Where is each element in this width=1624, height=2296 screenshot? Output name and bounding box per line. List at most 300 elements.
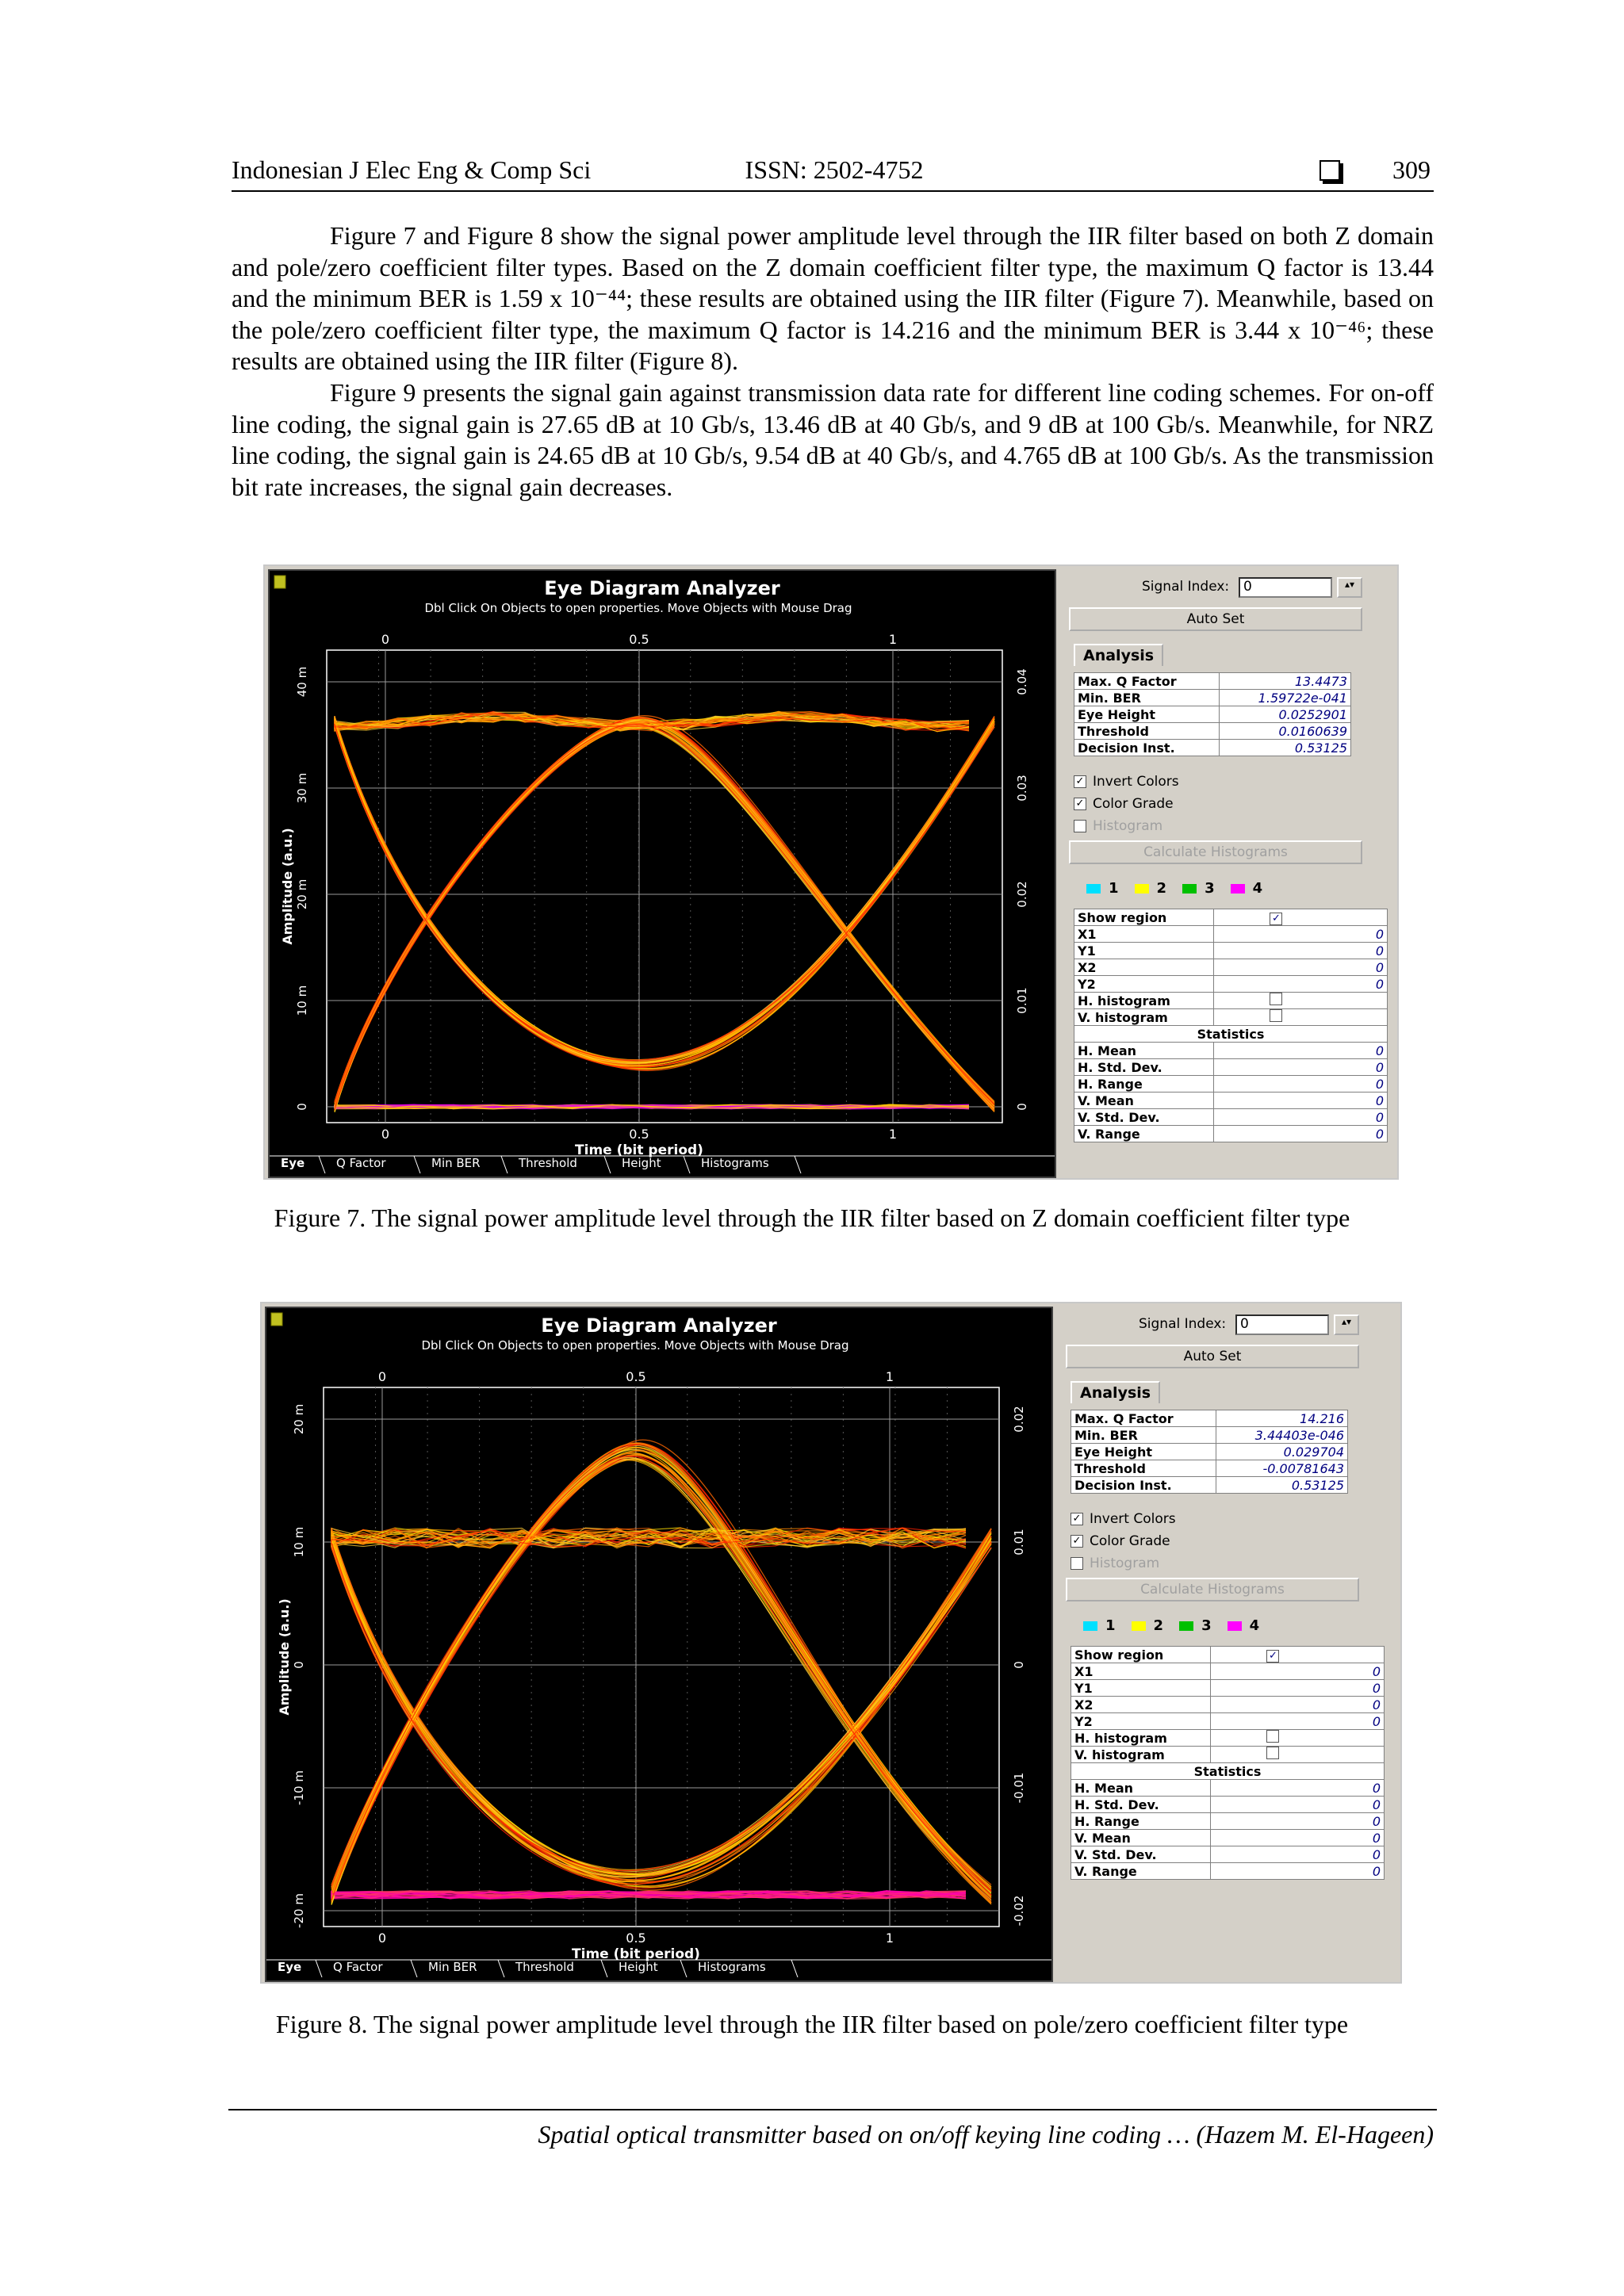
statistics-row [1074, 1059, 1388, 1076]
region-value: 0 [1214, 943, 1388, 959]
eye-trace-rise-fall [335, 720, 994, 1111]
analysis-table [1071, 1410, 1348, 1494]
statistics-value: 0 [1211, 1863, 1385, 1880]
eye-trace-rise-fall [335, 718, 994, 1112]
region-color-swatch [1086, 884, 1101, 894]
analysis-side-panel [1059, 1303, 1385, 1982]
x-tick-top-label: 0 [377, 1369, 387, 1384]
statistics-value: 0 [1211, 1846, 1385, 1863]
analysis-key: Max. Q Factor [1071, 1410, 1216, 1427]
paragraph-1: Figure 7 and Figure 8 show the signal power amplitude level through the IIR filter based on both Z domain and pole/zero coefficient filter types. Based on the Z domain coefficient filter type, the maximum Q factor is 13.44 and the minimum BER is 1.59 x 10⁻⁴⁴; these results are obtained using the IIR filter (Figure 7). Meanwhile, based on the pole/zero coefficient filter type, the maximum Q factor is 14.216 and the minimum BER is 3.44 x 10⁻⁴⁶; these results are obtained using the IIR filter (Figure 8). [232, 221, 1434, 376]
tab-separator [684, 1156, 690, 1173]
analysis-side-panel [1063, 566, 1388, 1178]
eye-trace-rise-fall [335, 721, 994, 1107]
statistics-value: 0 [1214, 1093, 1388, 1109]
eye-trace-fall-rise [335, 721, 994, 1064]
region-row [1071, 1663, 1385, 1680]
eye-trace-fall-rise [331, 1532, 991, 1887]
region-color-swatch [1135, 884, 1149, 894]
x-tick-bottom-label: 0 [377, 1931, 387, 1946]
region-key: Y2 [1071, 1713, 1211, 1730]
app-icon [271, 1313, 282, 1326]
eye-trace-rise-fall [335, 725, 994, 1107]
tab-separator [680, 1960, 687, 1977]
y-tick-right-label: -0.02 [1012, 1895, 1026, 1927]
bottom-tab-histograms[interactable]: Histograms [698, 1960, 766, 1974]
statistics-row [1074, 1126, 1388, 1142]
region-tabs [1086, 880, 1278, 897]
region-key: V. histogram [1071, 1747, 1211, 1763]
eye-trace-rise-fall [335, 721, 994, 1110]
statistics-value: 0 [1214, 1076, 1388, 1093]
eye-trace-fall-rise [335, 718, 994, 1062]
color-grade-checkbox[interactable]: ✓ Color Grade [1074, 796, 1174, 812]
histogram-toggle-checkbox[interactable] [1214, 1009, 1388, 1026]
statistics-value: 0 [1211, 1797, 1385, 1813]
analysis-value: 13.4473 [1219, 673, 1350, 690]
eye-trace-fall-rise [331, 1534, 991, 1887]
eye-trace-fall-rise [335, 716, 994, 1070]
analysis-value: 1.59722e-041 [1219, 690, 1350, 706]
x-tick-bottom-label: 1 [888, 1127, 898, 1142]
histogram-checkbox[interactable]: Histogram [1071, 1556, 1159, 1571]
statistics-value: 0 [1214, 1109, 1388, 1126]
eye-trace-fall-rise [335, 717, 994, 1062]
statistics-value: 0 [1211, 1780, 1385, 1797]
eye-trace-fall-rise [331, 1529, 991, 1875]
statistics-row [1071, 1780, 1385, 1797]
eye-trace-rise-fall [331, 1445, 991, 1901]
region-row [1074, 926, 1388, 943]
running-footer [228, 2109, 1437, 2149]
eye-trace-fall-rise [331, 1543, 991, 1871]
eye-trace-fall-rise [331, 1544, 991, 1877]
y-tick-right-label: 0.02 [1012, 1406, 1026, 1433]
statistics-key: V. Range [1071, 1863, 1211, 1880]
statistics-value: 0 [1214, 1059, 1388, 1076]
bottom-tab-eye[interactable]: Eye [281, 1156, 305, 1170]
calculate-histograms-button[interactable]: Calculate Histograms [1069, 840, 1362, 864]
eye-diagram-subtitle: Dbl Click On Objects to open properties. Move Objects with Mouse Drag [421, 1338, 849, 1353]
region-row [1074, 959, 1388, 976]
analysis-key: Threshold [1074, 723, 1220, 740]
y-axis-label: Amplitude (a.u.) [280, 828, 295, 945]
analysis-row [1074, 706, 1351, 723]
eye-trace-fall-rise [331, 1528, 991, 1890]
y-tick-right-label: 0.01 [1015, 987, 1029, 1014]
y-tick-right-label: 0.02 [1015, 881, 1029, 908]
eye-trace-fall-rise [335, 718, 994, 1061]
region-value: 0 [1214, 926, 1388, 943]
statistics-key: H. Mean [1074, 1043, 1214, 1059]
analysis-value: 0.53125 [1219, 740, 1350, 756]
eye-diagram-panel[interactable] [268, 569, 1056, 1178]
region-color-swatch [1083, 1621, 1097, 1631]
region-key: V. histogram [1074, 1009, 1214, 1026]
eye-diagram-panel[interactable] [265, 1307, 1053, 1982]
tab-separator [501, 1156, 508, 1173]
eye-trace-fall-rise [331, 1531, 991, 1874]
bottom-tab-histograms[interactable]: Histograms [701, 1156, 769, 1170]
eye-trace-fall-rise [331, 1530, 991, 1881]
statistics-value: 0 [1211, 1830, 1385, 1846]
auto-set-button[interactable]: Auto Set [1066, 1345, 1359, 1368]
eye-trace-fall-rise [335, 718, 994, 1067]
region-tab-4[interactable]: 4 [1231, 880, 1271, 897]
region-tab-1[interactable]: 1 [1083, 1617, 1124, 1634]
analysis-key: Max. Q Factor [1074, 673, 1220, 690]
eye-trace-fall-rise [335, 718, 994, 1070]
region-table [1071, 1646, 1385, 1880]
eye-diagram-title: Eye Diagram Analyzer [541, 1314, 777, 1337]
eye-trace-fall-rise [335, 721, 994, 1060]
eye-trace-rise-fall [335, 724, 994, 1112]
eye-trace-fall-rise [335, 716, 994, 1065]
analysis-value: 0.029704 [1216, 1444, 1347, 1460]
statistics-key: H. Range [1074, 1076, 1214, 1093]
statistics-row [1074, 1076, 1388, 1093]
analysis-row [1074, 673, 1351, 690]
region-row [1071, 1713, 1385, 1730]
issn: ISSN: 2502-4752 [745, 155, 924, 184]
eye-trace-rise-fall [335, 726, 994, 1111]
x-tick-top-label: 0.5 [626, 1369, 646, 1384]
eye-trace-rise-fall [335, 726, 994, 1108]
analysis-row [1074, 723, 1351, 740]
analysis-key: Min. BER [1074, 690, 1220, 706]
eye-trace-rise-fall [335, 723, 994, 1112]
statistics-key: H. Mean [1071, 1780, 1211, 1797]
eye-trace-rise-fall [331, 1449, 991, 1892]
region-value: 0 [1214, 959, 1388, 976]
region-value: 0 [1214, 976, 1388, 993]
body-text [232, 220, 1434, 503]
histogram-checkbox[interactable]: Histogram [1074, 818, 1162, 834]
eye-diagram-plot [266, 1308, 1051, 1980]
region-tab-2[interactable]: 2 [1132, 1617, 1172, 1634]
analysis-key: Decision Inst. [1074, 740, 1220, 756]
eye-trace-fall-rise [335, 719, 994, 1062]
eye-trace-fall-rise [335, 719, 994, 1065]
statistics-value: 0 [1211, 1813, 1385, 1830]
region-key: X2 [1074, 959, 1214, 976]
paragraph-2: Figure 9 presents the signal gain against transmission data rate for different line coding schemes. For on-off line coding, the signal gain is 27.65 dB at 10 Gb/s, 13.46 dB at 40 Gb/s, and 9 dB at 100 Gb/s. Meanwhile, for NRZ line coding, the signal gain is 24.65 dB at 10 Gb/s, 9.54 dB at 40 Gb/s, and 4.765 dB at 100 Gb/s. As the transmission bit rate increases, the signal gain decreases. [232, 377, 1434, 501]
square-bullet-icon [1320, 160, 1340, 181]
bottom-tab-height[interactable]: Height [622, 1156, 661, 1170]
statistics-label: Statistics [1071, 1763, 1385, 1780]
signal-index-label: Signal Index: [1142, 579, 1230, 595]
tab-separator [601, 1960, 607, 1977]
eye-trace-fall-rise [335, 724, 994, 1067]
y-tick-left-label: -10 m [292, 1770, 306, 1805]
region-tab-4[interactable]: 4 [1228, 1617, 1268, 1634]
statistics-header-row [1074, 1026, 1388, 1043]
region-row [1074, 1009, 1388, 1026]
region-row [1074, 976, 1388, 993]
eye-trace-rise-fall [331, 1445, 991, 1903]
tab-separator [604, 1156, 611, 1173]
eye-trace-fall-rise [331, 1538, 991, 1870]
region-row [1071, 1730, 1385, 1747]
y-axis-label: Amplitude (a.u.) [277, 1598, 292, 1716]
region-color-swatch [1228, 1621, 1242, 1631]
y-tick-right-label: 0.04 [1015, 668, 1029, 695]
eye-trace-rise-fall [335, 720, 994, 1108]
y-tick-right-label: 0 [1015, 1103, 1029, 1111]
show-region-checkbox[interactable]: ✓ [1211, 1647, 1385, 1663]
eye-trace-rise-fall [335, 722, 994, 1108]
bottom-tab-q-factor[interactable]: Q Factor [333, 1960, 383, 1974]
statistics-key: V. Std. Dev. [1074, 1109, 1214, 1126]
auto-set-button[interactable]: Auto Set [1069, 607, 1362, 631]
eye-trace-rise-fall [331, 1451, 991, 1895]
histogram-toggle-checkbox[interactable] [1211, 1747, 1385, 1763]
analysis-row [1074, 690, 1351, 706]
statistics-label: Statistics [1074, 1026, 1388, 1043]
histogram-toggle-checkbox[interactable] [1211, 1730, 1385, 1747]
statistics-header-row [1071, 1763, 1385, 1780]
eye-diagram-title: Eye Diagram Analyzer [544, 577, 780, 599]
x-tick-top-label: 0.5 [629, 632, 649, 647]
region-key: Y1 [1071, 1680, 1211, 1697]
analysis-table [1074, 672, 1351, 756]
region-key: Show region [1074, 909, 1214, 926]
eye-trace-fall-rise [331, 1542, 991, 1885]
analysis-row [1071, 1427, 1348, 1444]
region-row [1071, 1697, 1385, 1713]
statistics-key: V. Mean [1071, 1830, 1211, 1846]
eye-trace-fall-rise [335, 717, 994, 1066]
y-tick-left-label: 20 m [292, 1403, 306, 1435]
region-tab-2[interactable]: 2 [1135, 880, 1175, 897]
statistics-row [1074, 1093, 1388, 1109]
eye-trace-fall-rise [335, 718, 994, 1066]
signal-index-label: Signal Index: [1139, 1316, 1227, 1332]
analysis-value: 14.216 [1216, 1410, 1347, 1427]
eye-trace-rise-fall [331, 1444, 991, 1904]
y-tick-right-label: -0.01 [1012, 1772, 1026, 1804]
eye-trace-fall-rise [331, 1532, 991, 1872]
eye-trace-fall-rise [335, 724, 994, 1060]
region-table [1074, 909, 1388, 1142]
eye-trace-rise-fall [335, 725, 994, 1103]
eye-trace-rise-fall [331, 1444, 991, 1898]
region-tab-3[interactable]: 3 [1179, 1617, 1220, 1634]
statistics-row [1074, 1043, 1388, 1059]
region-value: 0 [1211, 1680, 1385, 1697]
region-tabs [1083, 1617, 1275, 1634]
y-tick-left-label: 30 m [295, 772, 309, 804]
color-grade-checkbox[interactable]: ✓ Color Grade [1071, 1533, 1170, 1549]
tab-separator [414, 1156, 420, 1173]
y-tick-left-label: -20 m [292, 1893, 306, 1928]
eye-trace-rise-fall [331, 1459, 991, 1888]
region-tab-1[interactable]: 1 [1086, 880, 1127, 897]
figure-7-caption: Figure 7. The signal power amplitude level through the IIR filter based on Z domain coefficient filter type [274, 1203, 1350, 1232]
analysis-row [1071, 1444, 1348, 1460]
eye-trace-fall-rise [335, 718, 994, 1064]
analysis-key: Eye Height [1074, 706, 1220, 723]
eye-trace-fall-rise [331, 1543, 991, 1884]
statistics-key: V. Range [1074, 1126, 1214, 1142]
histogram-toggle-checkbox[interactable] [1214, 993, 1388, 1009]
eye-trace-fall-rise [335, 718, 994, 1062]
x-tick-bottom-label: 0.5 [626, 1931, 646, 1946]
region-color-swatch [1231, 884, 1245, 894]
statistics-row [1071, 1846, 1385, 1863]
eye-trace-fall-rise [331, 1532, 991, 1877]
eye-trace-fall-rise [335, 724, 994, 1068]
tab-separator [411, 1960, 417, 1977]
statistics-row [1071, 1797, 1385, 1813]
eye-trace-rise-fall [331, 1445, 991, 1891]
region-value: 0 [1211, 1697, 1385, 1713]
signal-index-input[interactable]: 0 [1235, 1314, 1329, 1335]
analysis-key: Eye Height [1071, 1444, 1216, 1460]
statistics-row [1074, 1109, 1388, 1126]
eye-trace-rise-fall [331, 1448, 991, 1896]
region-key: Show region [1071, 1647, 1211, 1663]
region-key: X2 [1071, 1697, 1211, 1713]
invert-colors-checkbox[interactable]: ✓ Invert Colors [1074, 774, 1179, 790]
region-row [1071, 1747, 1385, 1763]
statistics-key: H. Std. Dev. [1074, 1059, 1214, 1076]
eye-trace-rise-fall [335, 724, 994, 1108]
analysis-tab[interactable]: Analysis [1071, 1381, 1160, 1403]
region-key: H. histogram [1071, 1730, 1211, 1747]
eye-trace-fall-rise [335, 717, 994, 1062]
x-tick-bottom-label: 1 [885, 1931, 894, 1946]
region-value: 0 [1211, 1663, 1385, 1680]
region-row [1074, 909, 1388, 926]
analysis-value: -0.00781643 [1216, 1460, 1347, 1477]
statistics-value: 0 [1214, 1126, 1388, 1142]
page-number: 309 [1392, 155, 1431, 184]
eye-trace-rise-fall [335, 718, 994, 1111]
bottom-tab-eye[interactable]: Eye [278, 1960, 302, 1974]
eye-trace-fall-rise [331, 1529, 991, 1881]
eye-trace-rise-fall [335, 725, 994, 1110]
bottom-tab-threshold[interactable]: Threshold [519, 1156, 577, 1170]
analysis-value: 0.53125 [1216, 1477, 1347, 1494]
y-tick-left-label: 0 [292, 1661, 306, 1669]
eye-trace-rise-fall [335, 721, 994, 1110]
x-axis-label: Time (bit period) [575, 1142, 703, 1158]
statistics-row [1071, 1830, 1385, 1846]
y-tick-left-label: 10 m [292, 1526, 306, 1558]
region-key: X1 [1071, 1663, 1211, 1680]
running-header [232, 151, 1434, 192]
eye-trace-fall-rise [335, 720, 994, 1063]
bottom-tab-min-ber[interactable]: Min BER [431, 1156, 481, 1170]
bottom-tab-height[interactable]: Height [619, 1960, 658, 1974]
region-row [1071, 1647, 1385, 1663]
eye-trace-fall-rise [331, 1529, 991, 1888]
eye-trace-fall-rise [335, 717, 994, 1070]
tab-separator [319, 1156, 325, 1173]
region-key: Y1 [1074, 943, 1214, 959]
invert-colors-checkbox[interactable]: ✓ Invert Colors [1071, 1511, 1176, 1527]
figure-8-eye-diagram-screenshot [260, 1302, 1402, 1984]
y-tick-right-label: 0.01 [1012, 1529, 1026, 1556]
eye-trace-fall-rise [331, 1537, 991, 1877]
signal-index-spinner[interactable]: ▴▾ [1334, 1314, 1359, 1335]
calculate-histograms-button[interactable]: Calculate Histograms [1066, 1578, 1359, 1601]
figure-8-caption: Figure 8. The signal power amplitude level through the IIR filter based on pole/zero coefficient filter type [275, 2010, 1349, 2038]
show-region-checkbox[interactable]: ✓ [1214, 909, 1388, 926]
x-tick-top-label: 1 [885, 1369, 894, 1384]
signal-index-spinner[interactable]: ▴▾ [1337, 577, 1362, 598]
statistics-key: H. Range [1071, 1813, 1211, 1830]
tab-separator [316, 1960, 322, 1977]
journal-name: Indonesian J Elec Eng & Comp Sci [232, 155, 592, 184]
x-tick-bottom-label: 0 [381, 1127, 390, 1142]
analysis-value: 3.44403e-046 [1216, 1427, 1347, 1444]
eye-trace-fall-rise [331, 1536, 991, 1876]
x-axis-label: Time (bit period) [572, 1946, 700, 1962]
region-row [1074, 943, 1388, 959]
y-tick-right-label: 0.03 [1015, 775, 1029, 802]
region-color-swatch [1182, 884, 1197, 894]
eye-trace-rise-fall [335, 725, 994, 1111]
region-tab-3[interactable]: 3 [1182, 880, 1223, 897]
eye-trace-fall-rise [331, 1532, 991, 1882]
region-color-swatch [1132, 1621, 1146, 1631]
eye-trace-rise-fall [335, 726, 994, 1112]
eye-trace-fall-rise [331, 1529, 991, 1873]
bottom-tab-threshold[interactable]: Threshold [515, 1960, 574, 1974]
statistics-key: H. Std. Dev. [1071, 1797, 1211, 1813]
eye-trace-rise-fall [335, 723, 994, 1112]
region-key: X1 [1074, 926, 1214, 943]
eye-trace-fall-rise [331, 1530, 991, 1874]
eye-trace-fall-rise [335, 722, 994, 1062]
signal-index-input[interactable]: 0 [1239, 577, 1332, 598]
x-tick-top-label: 0 [381, 632, 390, 647]
statistics-value: 0 [1214, 1043, 1388, 1059]
eye-trace-rise-fall [335, 718, 994, 1111]
tab-separator [795, 1156, 801, 1173]
bottom-tab-q-factor[interactable]: Q Factor [336, 1156, 386, 1170]
eye-trace-fall-rise [331, 1529, 991, 1881]
statistics-row [1071, 1813, 1385, 1830]
eye-trace-fall-rise [331, 1540, 991, 1875]
eye-trace-fall-rise [331, 1534, 991, 1875]
region-key: H. histogram [1074, 993, 1214, 1009]
eye-diagram-plot [270, 571, 1055, 1177]
eye-trace-rise-fall [335, 718, 994, 1111]
bottom-tab-min-ber[interactable]: Min BER [428, 1960, 477, 1974]
eye-trace-fall-rise [335, 718, 994, 1066]
analysis-row [1071, 1477, 1348, 1494]
analysis-row [1074, 740, 1351, 756]
analysis-tab[interactable]: Analysis [1074, 644, 1163, 666]
eye-diagram-subtitle: Dbl Click On Objects to open properties. Move Objects with Mouse Drag [424, 601, 852, 615]
eye-trace-rise-fall [335, 719, 994, 1112]
eye-trace-fall-rise [331, 1530, 991, 1882]
footer-title: Spatial optical transmitter based on on/off keying line coding … (Hazem M. El-Hageen) [538, 2120, 1434, 2149]
eye-trace-fall-rise [335, 721, 994, 1066]
y-tick-left-label: 20 m [295, 878, 309, 910]
eye-trace-rise-fall [335, 725, 994, 1112]
statistics-key: V. Mean [1074, 1093, 1214, 1109]
analysis-value: 0.0252901 [1219, 706, 1350, 723]
x-tick-top-label: 1 [888, 632, 898, 647]
y-tick-right-label: 0 [1012, 1661, 1026, 1669]
eye-trace-rise-fall [331, 1440, 991, 1896]
tab-separator [791, 1960, 798, 1977]
analysis-row [1071, 1410, 1348, 1427]
